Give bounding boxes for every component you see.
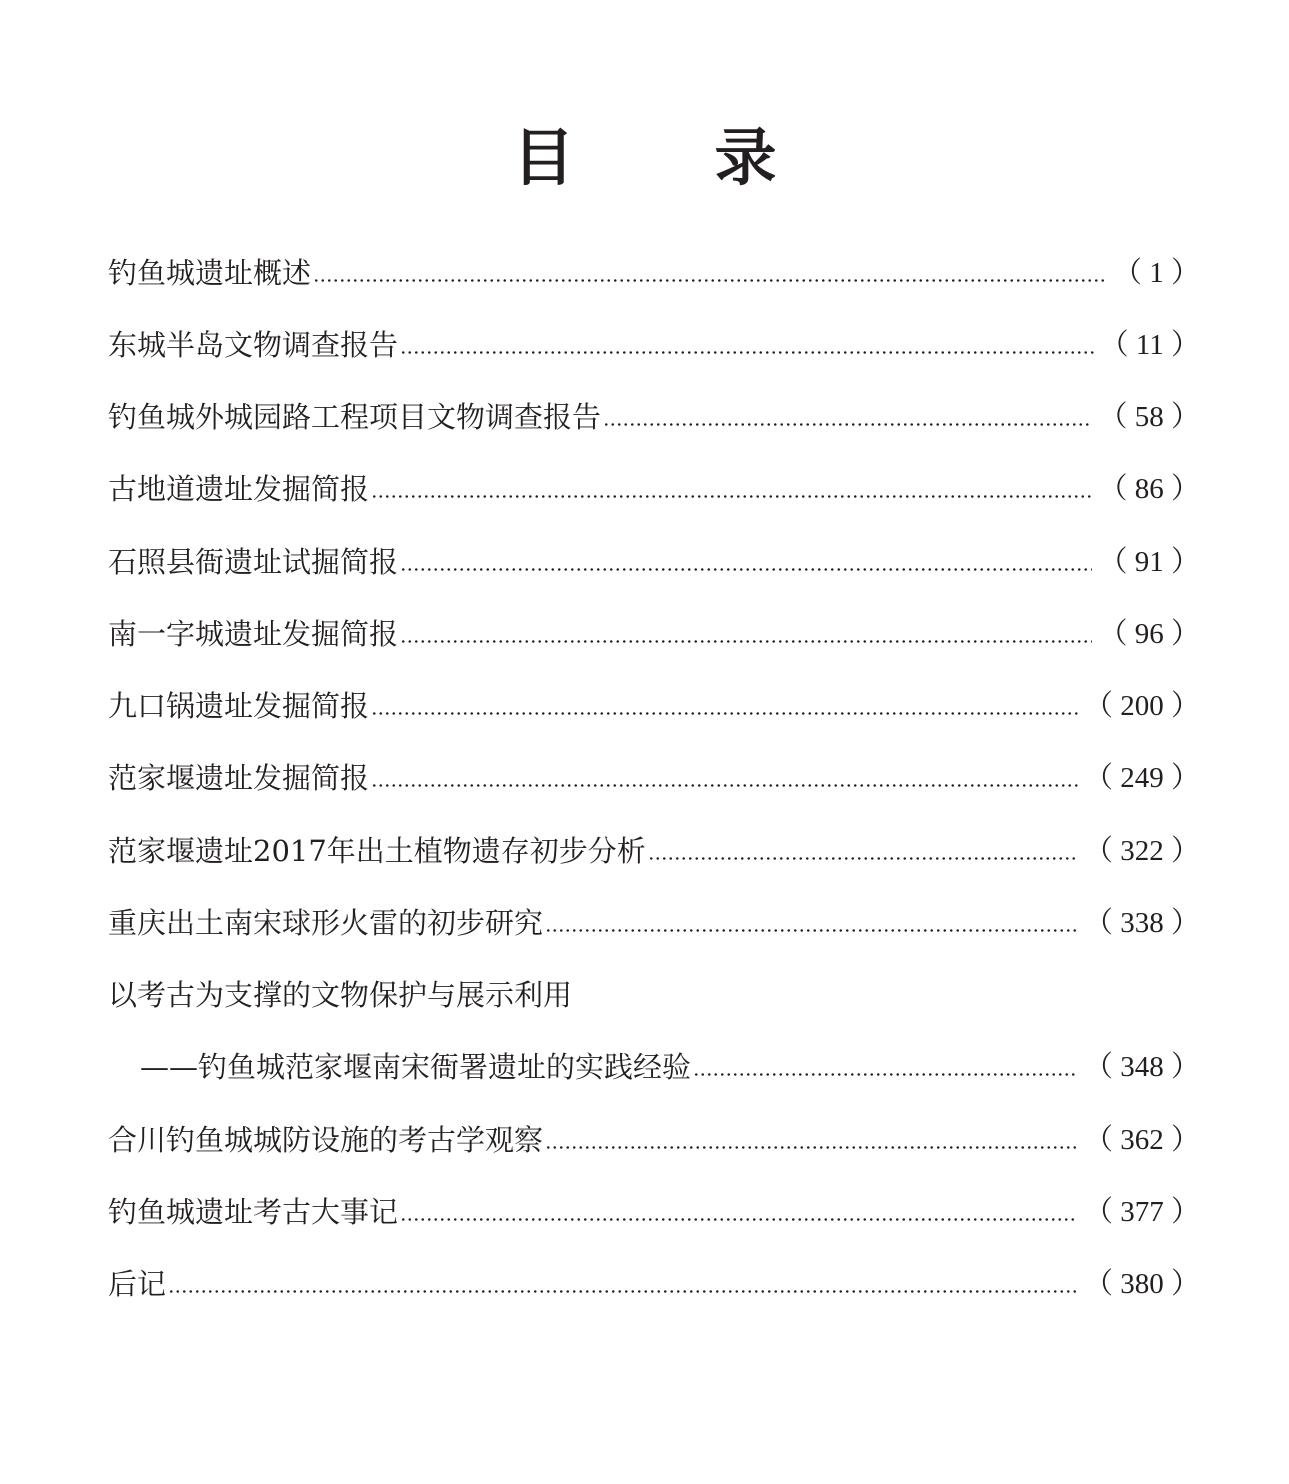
toc-entry[interactable] <box>108 1190 1200 1234</box>
dot-leader <box>400 1218 1078 1221</box>
toc-entry-title: 合川钓鱼城城防设施的考古学观察 <box>108 1123 544 1157</box>
toc-entry-page: （ 322 ） <box>1083 835 1200 867</box>
toc-entry-page: （ 91 ） <box>1098 546 1200 578</box>
toc-entry-title: 钓鱼城遗址考古大事记 <box>108 1195 399 1229</box>
toc-entry[interactable] <box>108 1262 1200 1306</box>
dot-leader <box>400 568 1092 571</box>
dot-leader <box>371 495 1092 498</box>
dot-leader <box>168 1290 1078 1293</box>
toc-entry[interactable] <box>108 973 1200 1017</box>
toc-entry-page: （ 1 ） <box>1112 257 1200 289</box>
toc-entry-title: 钓鱼城遗址概述 <box>108 256 312 290</box>
toc-entry[interactable] <box>108 467 1200 511</box>
toc-entry-page: （ 96 ） <box>1098 618 1200 650</box>
toc-entry-page: （ 362 ） <box>1083 1124 1200 1156</box>
dot-leader <box>371 712 1078 715</box>
dot-leader <box>648 857 1078 860</box>
toc-entry[interactable] <box>108 756 1200 800</box>
toc-entry[interactable] <box>108 323 1200 367</box>
toc-entry-title: 以考古为支撑的文物保护与展示利用 <box>108 978 573 1012</box>
toc-entry[interactable] <box>108 395 1200 439</box>
dot-leader <box>371 784 1078 787</box>
page-title <box>0 122 1289 194</box>
toc-entry-title: 重庆出土南宋球形火雷的初步研究 <box>108 906 544 940</box>
dot-leader <box>603 423 1092 426</box>
toc-entry[interactable] <box>108 901 1200 945</box>
toc-entry[interactable] <box>108 612 1200 656</box>
dot-leader <box>313 279 1107 282</box>
toc-entry[interactable] <box>108 1118 1200 1162</box>
toc-entry-title: 九口锅遗址发掘简报 <box>108 689 370 723</box>
toc-entry-title: 东城半岛文物调查报告 <box>108 328 399 362</box>
toc-entry-title: 范家堰遗址2017年出土植物遗存初步分析 <box>108 834 646 868</box>
toc-entry[interactable] <box>108 829 1200 873</box>
toc-entry-page: （ 58 ） <box>1098 401 1200 433</box>
toc-entry-title: 南一字城遗址发掘简报 <box>108 617 399 651</box>
toc-entry-page: （ 377 ） <box>1083 1196 1200 1228</box>
toc-entry-page: （ 348 ） <box>1083 1051 1200 1083</box>
dot-leader <box>545 1146 1078 1149</box>
dot-leader <box>545 929 1078 932</box>
toc-entry-title: ——钓鱼城范家堰南宋衙署遗址的实践经验 <box>140 1050 692 1084</box>
toc-entry-title: 范家堰遗址发掘简报 <box>108 761 370 795</box>
toc-entry[interactable] <box>108 684 1200 728</box>
page-title-char-2: 录 <box>714 121 777 194</box>
toc-entry-subtitle[interactable] <box>140 1045 1200 1089</box>
page-title-char-1: 目 <box>512 121 575 194</box>
toc-entry-page: （ 200 ） <box>1083 690 1200 722</box>
toc-entry[interactable] <box>108 251 1200 295</box>
toc-entry-title: 钓鱼城外城园路工程项目文物调查报告 <box>108 400 602 434</box>
dot-leader <box>693 1073 1078 1076</box>
toc-entry-title: 石照县衙遗址试掘简报 <box>108 545 399 579</box>
toc-entry-title: 古地道遗址发掘简报 <box>108 472 370 506</box>
toc-entry-page: （ 338 ） <box>1083 907 1200 939</box>
toc-entry-page: （ 86 ） <box>1098 473 1200 505</box>
toc-entry-page: （ 249 ） <box>1083 762 1200 794</box>
dot-leader <box>400 640 1092 643</box>
toc-entry-page: （ 11 ） <box>1099 329 1200 361</box>
dot-leader <box>400 351 1094 354</box>
toc-entry-title: 后记 <box>108 1267 167 1301</box>
toc-entry[interactable] <box>108 540 1200 584</box>
toc-entry-page: （ 380 ） <box>1083 1268 1200 1300</box>
